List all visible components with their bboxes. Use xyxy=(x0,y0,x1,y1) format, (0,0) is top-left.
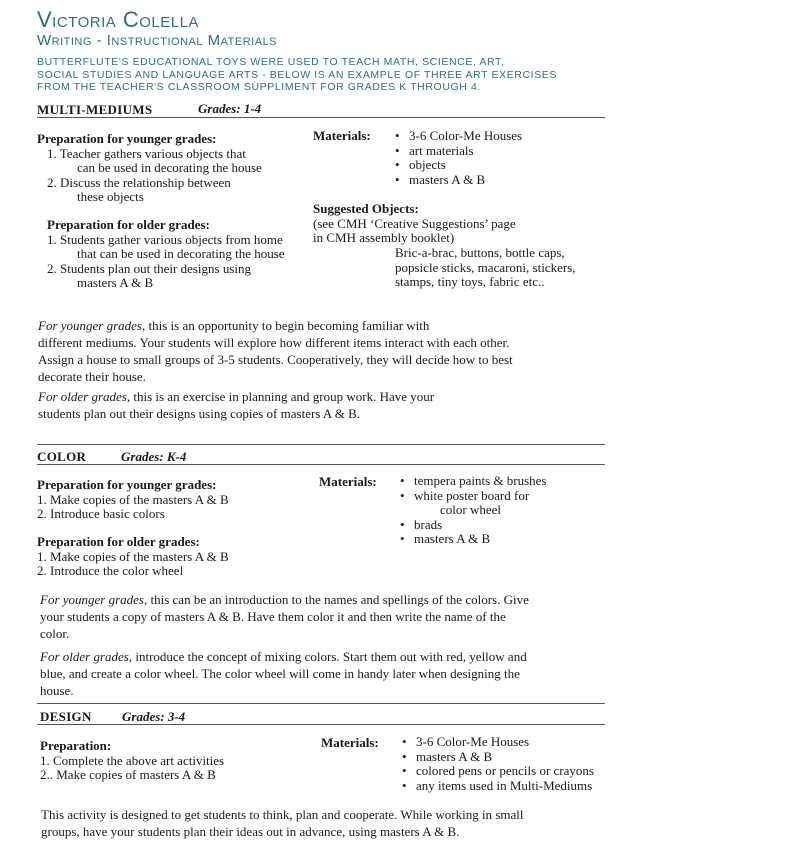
prep-step: 1. Make copies of the masters A & B xyxy=(37,491,229,507)
materials-list-color xyxy=(400,474,547,547)
prep-heading: Preparation for younger grades: xyxy=(37,477,217,492)
prep-step-cont: these objects xyxy=(77,189,144,205)
section-title-multi-mediums: MULTI-MEDIUMS xyxy=(37,102,153,117)
section-grades-design: Grades: 3-4 xyxy=(122,709,186,724)
section-divider xyxy=(37,464,605,465)
section-divider xyxy=(37,444,605,445)
paragraph-younger-color xyxy=(40,591,529,642)
materials-list-multi xyxy=(395,129,522,187)
para-lead: For younger grades xyxy=(38,318,142,333)
intro-text xyxy=(37,56,557,94)
intro-line: BUTTERFLUTE'S EDUCATIONAL TOYS WERE USED TO TEACH MATH, SCIENCE, ART, xyxy=(37,56,505,68)
para-line: Assign a house to small groups of 3-5 students. Cooperatively, they will decide how to best xyxy=(38,352,513,367)
paragraph-younger-multi xyxy=(38,317,513,385)
suggested-item-line: Bric-a-brac, buttons, bottle caps, xyxy=(395,245,565,260)
para-lead: For older grades xyxy=(40,649,129,664)
list-item: • 3-6 Color-Me Houses xyxy=(402,735,594,750)
section-title-design: DESIGN xyxy=(40,709,92,724)
list-item: • masters A & B xyxy=(402,750,594,765)
suggested-item-line: stamps, tiny toys, fabric etc.. xyxy=(395,274,545,290)
prep-step-cont: that can be used in decorating the house xyxy=(77,246,285,262)
prep-heading: Preparation for older grades: xyxy=(47,217,210,232)
para-lead: For younger grades xyxy=(40,592,144,607)
list-item: • white poster board for xyxy=(400,489,547,504)
section-divider xyxy=(37,724,605,725)
list-item: • tempera paints & brushes xyxy=(400,474,547,489)
list-item: • art materials xyxy=(395,144,522,159)
para-line: different mediums. Your students will explore how different items interact with each other. xyxy=(38,335,510,350)
prep-step-cont: masters A & B xyxy=(77,275,154,291)
prep-design xyxy=(40,739,224,783)
prep-step: 2. Introduce basic colors xyxy=(37,506,165,522)
para-line: decorate their house. xyxy=(38,369,146,384)
para-line: your students a copy of masters A & B. Have them color it and then write the name of the xyxy=(40,609,506,624)
suggested-objects xyxy=(313,202,516,246)
para-line: This activity is designed to get students to think, plan and cooperate. While working in small xyxy=(41,807,524,822)
paragraph-older-multi xyxy=(38,388,434,422)
page-subtitle: Writing - Instructional Materials xyxy=(37,32,278,49)
prep-step: 2.. Make copies of masters A & B xyxy=(40,767,216,783)
suggested-heading: Suggested Objects: xyxy=(313,201,419,216)
list-item: • masters A & B xyxy=(395,173,522,188)
intro-line: FROM THE TEACHER'S CLASSROOM SUPPLIMENT FOR GRADES K THROUGH 4. xyxy=(37,81,481,93)
list-item: • objects xyxy=(395,158,522,173)
prep-heading: Preparation for older grades: xyxy=(37,534,200,549)
prep-older-multi xyxy=(37,218,285,291)
para-text: , introduce the concept of mixing colors. Start them out with red, yellow and xyxy=(128,649,527,664)
para-line: blue, and create a color wheel. The color wheel will come in handy later when designing the xyxy=(40,666,520,681)
suggested-item-line: popsicle sticks, macaroni, stickers, xyxy=(395,259,576,275)
section-divider xyxy=(37,117,605,118)
para-line: color. xyxy=(40,626,70,641)
para-text: , this is an opportunity to begin becoming familiar with xyxy=(142,318,430,333)
section-title-color: COLOR xyxy=(37,449,87,464)
suggested-note: in CMH assembly booklet) xyxy=(313,230,455,246)
section-grades-color: Grades: K-4 xyxy=(121,449,187,464)
paragraph-design xyxy=(41,806,523,840)
author-name: Victoria Colella xyxy=(37,7,199,32)
list-item: • brads xyxy=(400,518,547,533)
list-item-cont: color wheel xyxy=(440,502,502,518)
prep-heading: Preparation: xyxy=(40,738,112,753)
prep-heading: Preparation for younger grades: xyxy=(37,131,217,146)
paragraph-older-color xyxy=(40,648,527,699)
materials-label: Materials: xyxy=(313,128,371,143)
prep-step: 2. Students plan out their designs using xyxy=(47,260,252,276)
list-item: • colored pens or pencils or crayons xyxy=(402,764,594,779)
prep-younger-color xyxy=(37,478,229,522)
prep-step: 1. Make copies of the masters A & B xyxy=(37,548,229,564)
list-item: • 3-6 Color-Me Houses xyxy=(395,129,522,144)
prep-step: 2. Introduce the color wheel xyxy=(37,563,184,579)
prep-step: 2. Discuss the relationship between xyxy=(47,174,231,190)
prep-younger-multi xyxy=(37,132,262,205)
section-divider xyxy=(37,703,605,704)
prep-step: 1. Complete the above art activities xyxy=(40,752,225,768)
suggested-items xyxy=(395,246,576,290)
intro-line: SOCIAL STUDIES AND LANGUAGE ARTS - BELOW IS AN EXAMPLE OF THREE ART EXERCISES xyxy=(37,68,558,81)
prep-step: 1. Teacher gathers various objects that xyxy=(47,145,246,161)
list-item: • any items used in Multi-Mediums xyxy=(402,779,594,794)
prep-step: 1. Students gather various objects from home xyxy=(47,231,283,247)
materials-label: Materials: xyxy=(319,474,377,489)
section-grades-multi-mediums: Grades: 1-4 xyxy=(198,101,262,116)
prep-step-cont: can be used in decorating the house xyxy=(77,160,262,176)
list-item: • masters A & B xyxy=(400,532,547,547)
materials-list-design xyxy=(402,735,594,793)
suggested-note: (see CMH ‘Creative Suggestions’ page xyxy=(313,215,516,231)
para-line: groups, have your students plan their ideas out in advance, using masters A & B. xyxy=(41,824,460,839)
materials-label: Materials: xyxy=(321,735,379,750)
para-text: , this is an exercise in planning and group work. Have your xyxy=(126,389,435,404)
prep-older-color xyxy=(37,535,229,579)
para-text: , this can be an introduction to the names and spellings of the colors. Give xyxy=(144,592,529,607)
para-lead: For older grades xyxy=(38,389,127,404)
para-line: house. xyxy=(40,683,74,698)
para-line: students plan out their designs using copies of masters A & B. xyxy=(38,406,361,421)
